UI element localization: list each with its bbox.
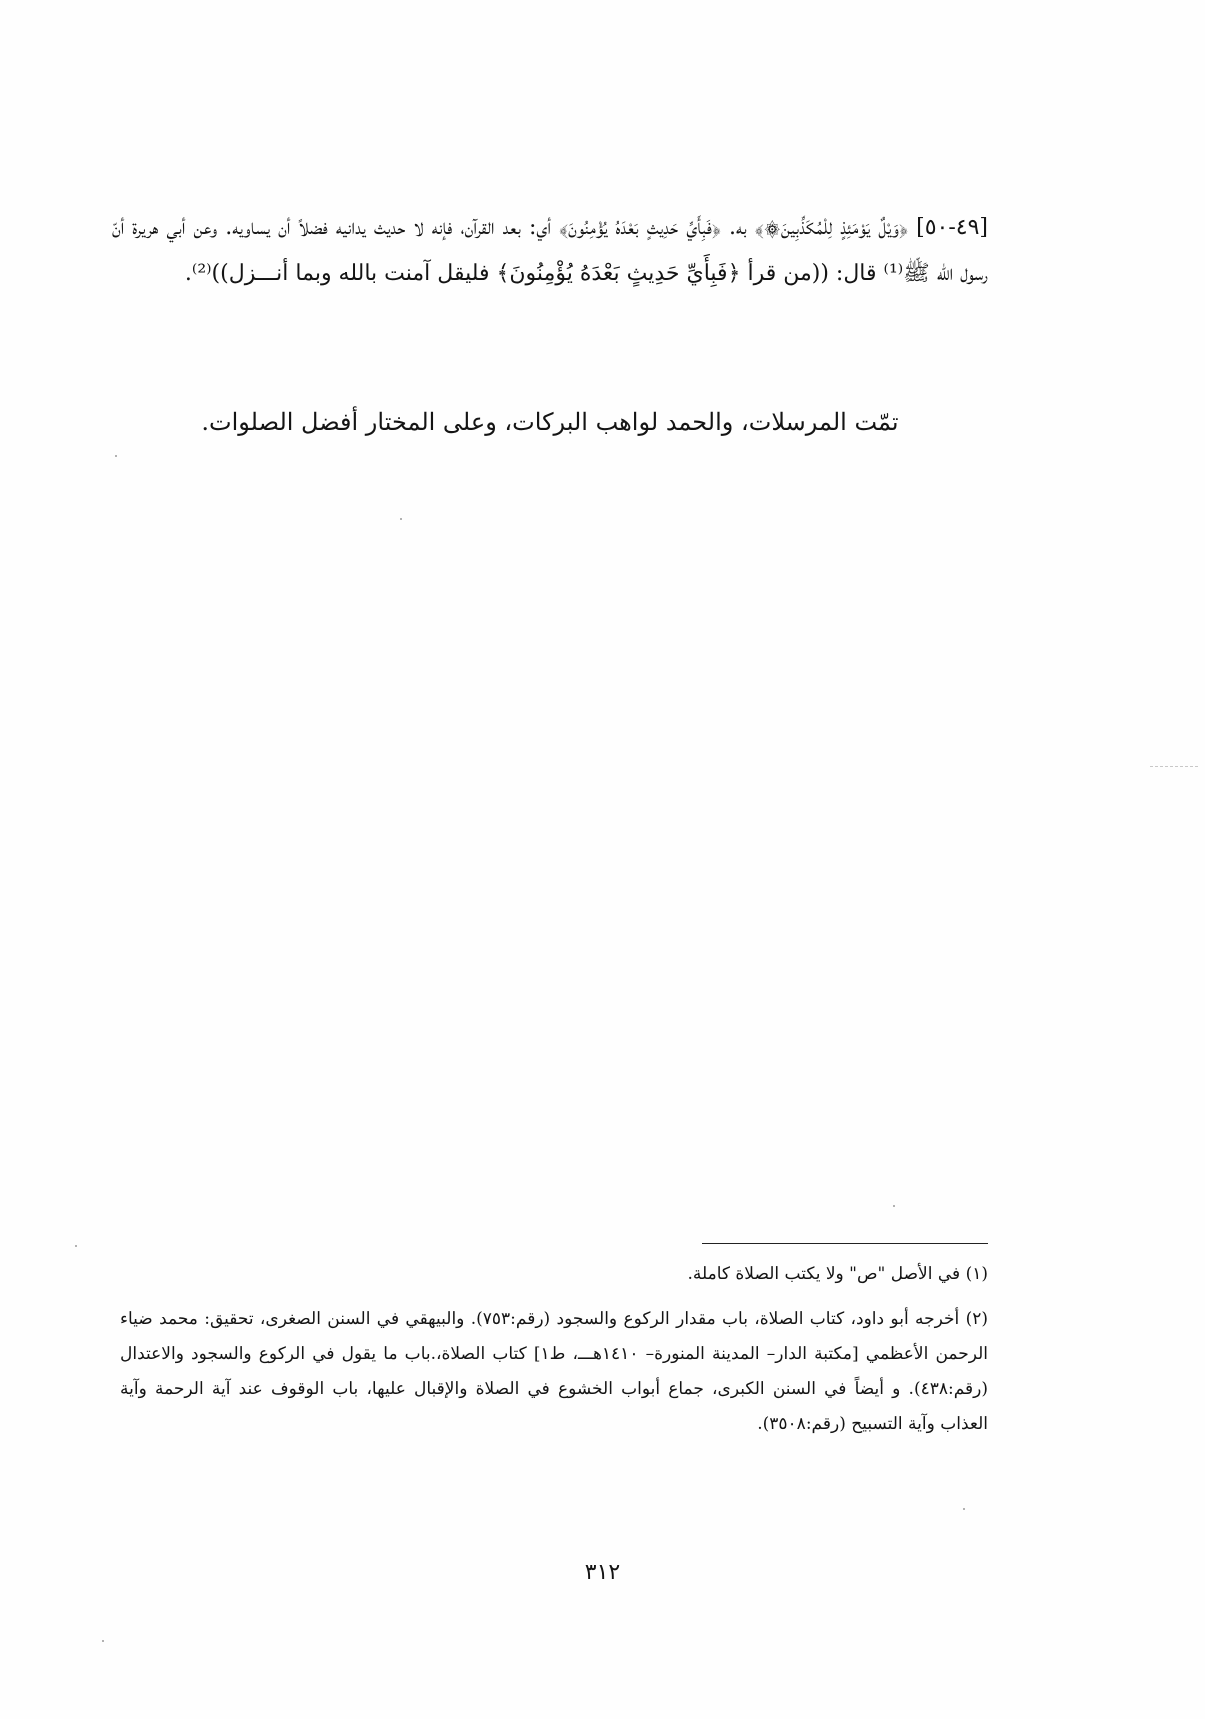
footnotes-section — [120, 1257, 988, 1442]
closing-line: تمّت المرسلات، والحمد لواهب البركات، وعلى المختار أفضل الصلوات. — [201, 408, 899, 436]
scan-speck — [400, 518, 402, 520]
main-text-block — [112, 205, 988, 297]
scan-speck — [115, 455, 117, 457]
footnote-2: (٢) أخرجه أبو داود، كتاب الصلاة، باب مقدار الركوع والسجود (رقم:٧٥٣). والبيهقي في السنن الصغرى، تحقيق: محمد ضياء الرحمن الأعظمي [مكتبة الدار– المدينة المنورة– ١٤١٠هـــ، ط١] كتاب الصلاة،.باب ما يقول في الركوع والسجود والاعتدال (رقم:٤٣٨). و أيضاً في السنن الكبرى، جماع أبواب الخشوع في الصلاة والإقبال عليها، باب الوقوف عند آية الرحمة وآية العذاب وآية التسبيح (رقم:٣٥٠٨). — [120, 1309, 989, 1434]
scan-margin-line — [1150, 766, 1198, 767]
scan-speck — [963, 1508, 965, 1510]
page-number: ٣١٢ — [584, 1560, 621, 1585]
tafsir-paragraph: [٤٩-٥٠] ﴿وَيْلٌ يَوْمَئِذٍ لِلْمُكَذِّبِينَ۞﴾ به. ﴿فَبِأَيِّ حَدِيثٍ بَعْدَهُ يُؤْمِنُونَ﴾ أي: بعد القرآن، فإنه لا حديث يدانيه فضلاً أن يساويه. وعن أبي هريرة أنّ رسول الله ﷺ⁽¹⁾ قال: ((من قرأ ﴿فَبِأَيِّ حَدِيثٍ بَعْدَهُ يُؤْمِنُونَ﴾ فليقل آمنت بالله وبما أنـــزل))⁽²⁾. — [112, 215, 988, 286]
scan-speck — [893, 1205, 895, 1207]
footnote-separator — [702, 1243, 988, 1244]
footnote-1: (١) في الأصل "ص" ولا يكتب الصلاة كاملة. — [687, 1264, 988, 1284]
scan-speck — [102, 1640, 104, 1642]
scan-speck — [75, 1245, 77, 1247]
